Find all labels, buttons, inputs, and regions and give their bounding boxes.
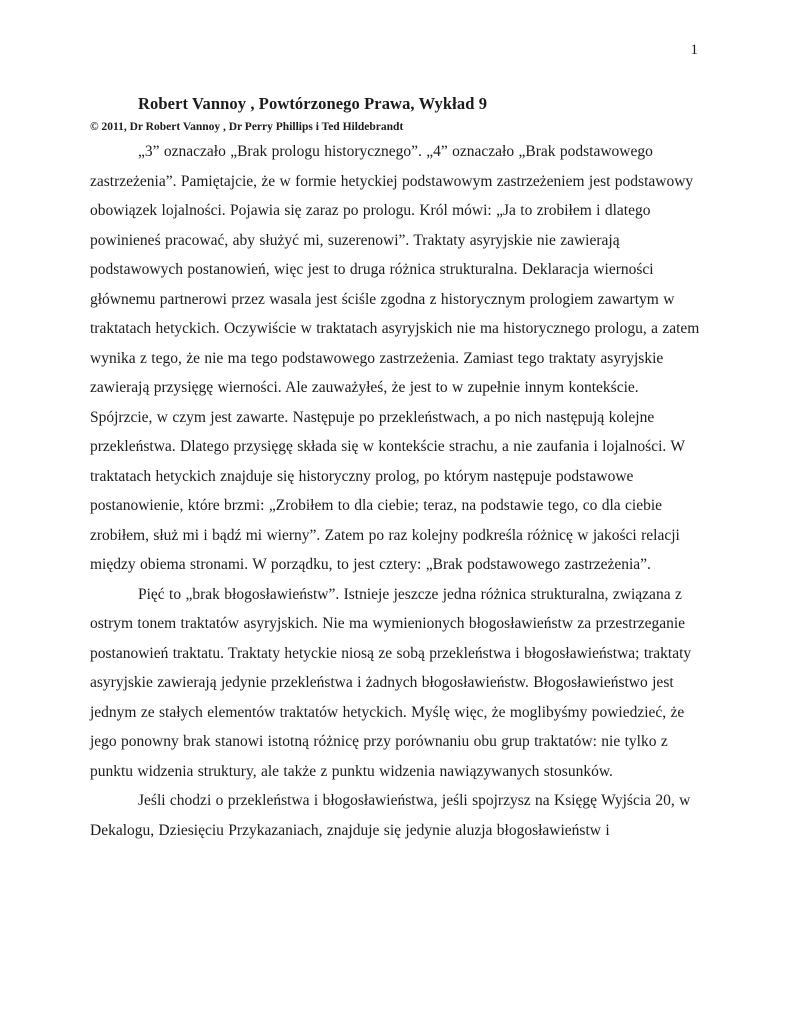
document-title: Robert Vannoy , Powtórzonego Prawa, Wykład 9 (138, 94, 488, 113)
paragraph-2: Pięć to „brak błogosławieństw”. Istnieje jeszcze jedna różnica strukturalna, związana z ostrym tonem traktatów asyryjskich. Nie ma wymienionych błogosławieństw za przestrzeganie postanowień traktatu. Traktaty hetyckie niosą ze sobą przekleństwa i błogosławieństwa; traktaty asyryjskie zawierają jedynie przekleństwa i żadnych błogosławieństw. Błogosławieństwo jest jednym ze stałych elementów traktatów hetyckich. Myślę więc, że moglibyśmy powiedzieć, że jego ponowny brak stanowi istotną różnicę przy porównaniu obu grup traktatów: nie tylko z punktu widzenia struktury, ale także z punktu widzenia nawiązywanych stosunków. (90, 585, 692, 780)
paragraph-3: Jeśli chodzi o przekleństwa i błogosławieństwa, jeśli spojrzysz na Księgę Wyjścia 20, w Dekalogu, Dziesięciu Przykazaniach, znajduje się jedynie aluzja błogosławieństw i (90, 792, 691, 839)
paragraph-1: „3” oznaczało „Brak prologu historycznego”. „4” oznaczało „Brak podstawowego zastrzeżenia”. Pamiętajcie, że w formie hetyckiej podstawowym zastrzeżeniem jest podstawowy obowiązek lojalności. Pojawia się zaraz po prologu. Król mówi: „Ja to zrobiłem i dlatego powinieneś pracować, aby służyć mi, suzerenowi”. Traktaty asyryjskie nie zawierają podstawowych postanowień, więc jest to druga różnica strukturalna. Deklaracja wierności głównemu partnerowi przez wasala jest ściśle zgodna z historycznym prologiem zawartym w traktatach hetyckich. Oczywiście w traktatach asyryjskich nie ma historycznego prologu, a zatem wynika z tego, że nie ma tego podstawowego zastrzeżenia. Zamiast tego traktaty asyryjskie zawierają przysięgę wierności. Ale zauważyłeś, że jest to w zupełnie innym kontekście. Spójrzcie, w czym jest zawarte. Następuje po przekleństwach, a po nich następują kolejne przekleństwa. Dlatego przysięgę składa się w kontekście strachu, a nie zaufania i lojalności. W traktatach hetyckich znajduje się historyczny prolog, po którym następuje podstawowe postanowienie, które brzmi: „Zrobiłem to dla ciebie; teraz, na podstawie tego, co dla ciebie zrobiłem, służ mi i bądź mi wierny”. Zatem po raz kolejny podkreśla różnicę w jakości relacji między obiema stronami. W porządku, to jest cztery: „Brak podstawowego zastrzeżenia”. (90, 143, 700, 573)
page-number: 1 (690, 42, 698, 58)
copyright-line: © 2011, Dr Robert Vannoy , Dr Perry Phillips i Ted Hildebrandt (90, 121, 404, 133)
document-content (90, 94, 704, 845)
document-body (90, 137, 704, 845)
